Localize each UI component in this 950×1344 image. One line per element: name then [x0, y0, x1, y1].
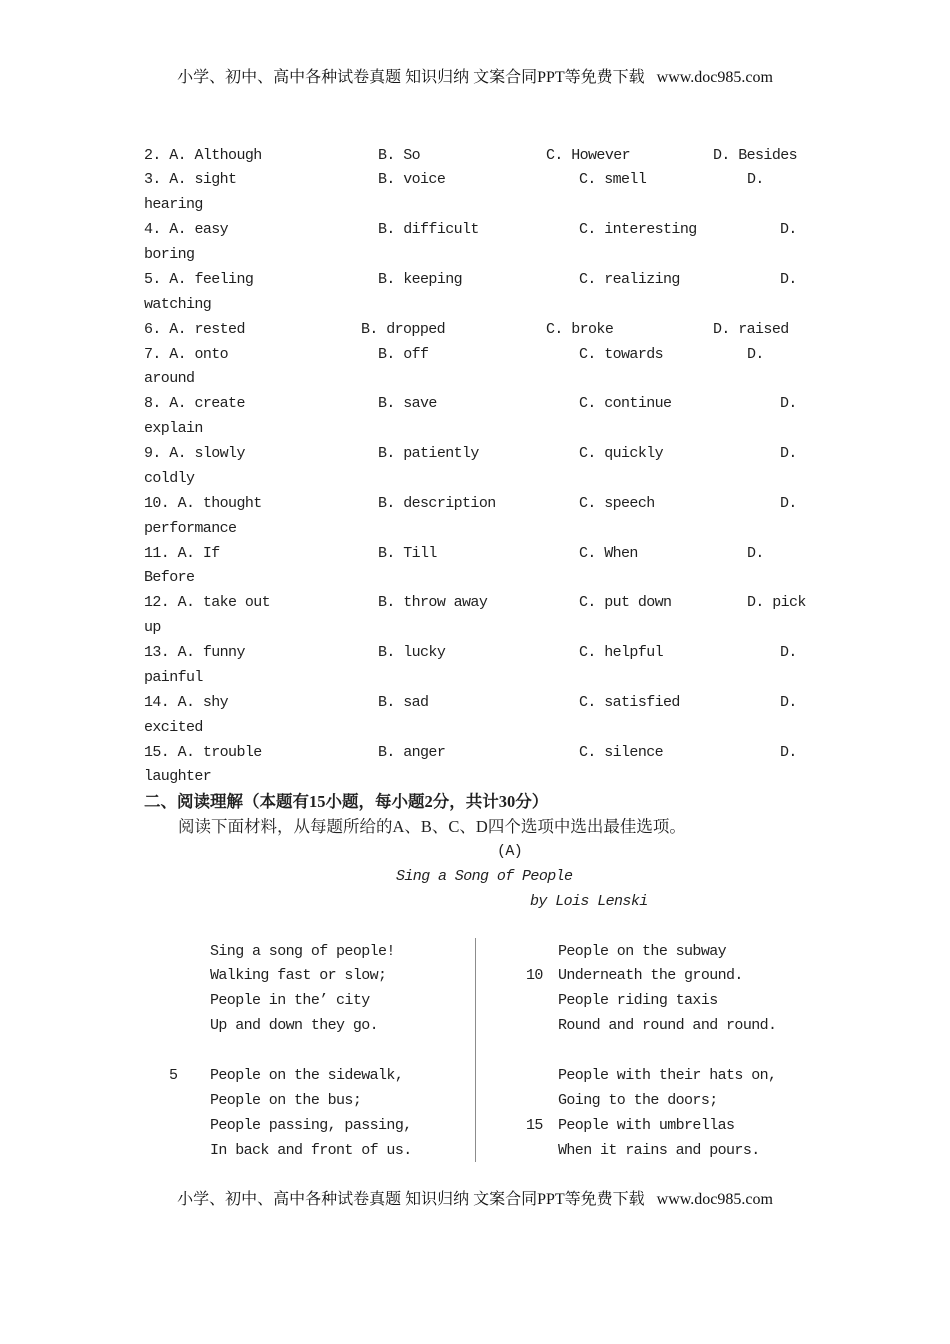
header-site: www.doc985.com: [656, 69, 773, 86]
page-content: [144, 144, 810, 1164]
question-number: 5.: [144, 270, 161, 288]
option-label: B.: [378, 594, 395, 612]
passage-label: (A): [497, 843, 523, 861]
option-label: C.: [579, 494, 596, 512]
poem-line: [558, 1014, 776, 1039]
option-text: sad: [403, 693, 429, 711]
option-label: B.: [378, 494, 395, 512]
option-text: Before: [144, 569, 195, 587]
poem-left-column: [169, 940, 412, 1164]
blank-line: [144, 915, 810, 940]
option-text: speech: [604, 494, 655, 512]
option-label: A.: [169, 345, 187, 363]
option-a-column: [144, 343, 378, 368]
poem-line-text: People with their hats on,: [558, 1066, 777, 1084]
option-label: B.: [378, 270, 395, 288]
option-c-column: [579, 392, 780, 417]
option-b-column: [378, 542, 579, 567]
poem-line-text: People in the’ city: [210, 992, 370, 1010]
option-text: However: [571, 146, 631, 164]
question-number: 2.: [144, 146, 161, 164]
question-14: [144, 691, 810, 741]
option-label: B.: [378, 221, 395, 239]
option-text: anger: [403, 743, 446, 761]
footer-site: www.doc985.com: [656, 1191, 773, 1208]
poem-stanza: [210, 940, 412, 1040]
option-text: Till: [403, 544, 437, 562]
option-b-column: [378, 392, 579, 417]
option-text: towards: [604, 345, 664, 363]
option-label: C.: [546, 320, 563, 338]
option-text: hearing: [144, 196, 203, 214]
poem-line: [210, 940, 412, 965]
poem-line-text: People on the subway: [558, 942, 727, 960]
option-c-column: [579, 442, 780, 467]
option-text: pick up: [144, 594, 806, 637]
line-number: 15: [526, 1116, 543, 1134]
page-footer: [0, 1188, 950, 1212]
header-text: 小学、初中、高中各种试卷真题 知识归纳 文案合同PPT等免费下载: [177, 69, 645, 86]
section-instruction: 阅读下面材料，从每题所给的A、B、C、D四个选项中选出最佳选项。: [178, 817, 686, 837]
option-text: funny: [202, 644, 245, 662]
poem-line: [210, 1089, 412, 1114]
option-a-column: [144, 218, 378, 243]
option-label: C.: [579, 644, 596, 662]
option-label: A.: [177, 494, 195, 512]
option-label: D.: [780, 494, 797, 512]
option-text: onto: [194, 345, 229, 363]
question-7: [144, 343, 810, 393]
option-c-column: [579, 691, 780, 716]
option-label: C.: [579, 395, 596, 413]
option-c-column: [579, 492, 780, 517]
poem-line-text: People on the sidewalk,: [210, 1066, 404, 1084]
option-label: C.: [579, 743, 596, 761]
option-b-column: [378, 641, 579, 666]
poem-line: [169, 1064, 412, 1089]
option-c-column: [579, 218, 780, 243]
question-10: [144, 492, 810, 542]
option-d: [713, 321, 789, 338]
option-label: A.: [177, 544, 195, 562]
option-label: C.: [546, 146, 563, 164]
option-label: A.: [177, 594, 195, 612]
option-text: quickly: [604, 445, 664, 463]
question-4: [144, 218, 810, 268]
poem-right-column: [526, 940, 777, 1164]
option-label: D.: [780, 221, 797, 239]
option-text: sight: [194, 171, 237, 189]
option-label: D.: [747, 594, 764, 612]
option-label: A.: [169, 221, 187, 239]
option-text: continue: [604, 395, 672, 413]
option-text: painful: [144, 668, 203, 686]
option-label: A.: [169, 171, 187, 189]
line-number: 5: [169, 1066, 178, 1084]
option-text: difficult: [403, 221, 479, 239]
option-label: D.: [780, 743, 797, 761]
option-b-column: [378, 741, 579, 766]
question-number: 9.: [144, 445, 161, 463]
option-text: dropped: [386, 320, 446, 338]
option-c-column: [579, 591, 747, 616]
poem-line-text: People passing, passing,: [210, 1116, 412, 1134]
question-number: 11.: [144, 544, 170, 562]
option-label: B.: [361, 320, 378, 338]
option-text: patiently: [403, 445, 479, 463]
option-a-column: [144, 741, 378, 766]
option-d: [713, 147, 797, 164]
option-b-column: [378, 343, 579, 368]
option-c-column: [579, 343, 747, 368]
option-a-column: [144, 591, 378, 616]
option-b-column: [378, 492, 579, 517]
option-text: helpful: [604, 644, 664, 662]
option-a-column: [144, 442, 378, 467]
question-number: 6.: [144, 320, 161, 338]
poem-line: [210, 964, 412, 989]
option-label: D.: [747, 544, 764, 562]
question-number: 12.: [144, 594, 170, 612]
question-5: [144, 268, 810, 318]
option-a-column: [144, 318, 361, 343]
option-label: D.: [780, 644, 797, 662]
option-label: D.: [780, 445, 797, 463]
option-text: performance: [144, 519, 237, 537]
option-text: laughter: [144, 768, 212, 786]
option-c-column: [546, 318, 713, 343]
option-label: B.: [378, 644, 395, 662]
poem-line-text: Up and down they go.: [210, 1017, 379, 1035]
option-a-column: [144, 144, 378, 169]
question-number: 15.: [144, 743, 170, 761]
poem-line: [210, 1114, 412, 1139]
option-label: D.: [780, 693, 797, 711]
option-label: D.: [747, 171, 764, 189]
option-label: A.: [177, 693, 195, 711]
option-text: create: [194, 395, 245, 413]
option-label: A.: [177, 743, 195, 761]
option-text: When: [604, 544, 638, 562]
option-label: B.: [378, 171, 395, 189]
option-text: rested: [194, 320, 245, 338]
option-a-column: [144, 492, 378, 517]
question-11: [144, 542, 810, 592]
option-label: D.: [747, 345, 764, 363]
option-a-column: [144, 641, 378, 666]
poem-line: [210, 1014, 412, 1039]
poem-line: [526, 1114, 776, 1139]
option-label: B.: [378, 743, 395, 761]
option-text: thought: [202, 494, 262, 512]
option-text: shy: [202, 693, 229, 711]
option-c-column: [546, 144, 713, 169]
option-label: B.: [378, 345, 395, 363]
poem-line-text: Going to the doors;: [558, 1091, 718, 1109]
poem-stanza: [169, 1064, 412, 1164]
option-c-column: [579, 542, 747, 567]
option-label: D.: [780, 395, 797, 413]
option-text: Although: [194, 146, 262, 164]
line-number: 10: [526, 967, 543, 985]
question-2: [144, 144, 810, 169]
option-label: C.: [579, 445, 596, 463]
option-b-column: [361, 318, 546, 343]
option-text: satisfied: [604, 693, 680, 711]
option-label: C.: [579, 345, 596, 363]
option-c-column: [579, 268, 780, 293]
option-text: If: [202, 544, 220, 562]
footer-text: 小学、初中、高中各种试卷真题 知识归纳 文案合同PPT等免费下载: [177, 1191, 645, 1208]
option-c-column: [579, 641, 780, 666]
option-a-column: [144, 268, 378, 293]
option-text: voice: [403, 171, 446, 189]
poem-line: [558, 1089, 776, 1114]
option-text: coldly: [144, 469, 195, 487]
option-b-column: [378, 691, 579, 716]
poem: [144, 940, 810, 1164]
option-label: A.: [177, 644, 195, 662]
option-a-column: [144, 542, 378, 567]
poem-stanza: [526, 940, 777, 1040]
option-label: C.: [579, 221, 596, 239]
option-text: throw away: [403, 594, 488, 612]
question-number: 14.: [144, 693, 170, 711]
option-label: B.: [378, 693, 395, 711]
option-text: boring: [144, 246, 195, 264]
option-b-column: [378, 268, 579, 293]
poem-line-text: Underneath the ground.: [558, 967, 743, 985]
option-label: C.: [579, 270, 596, 288]
option-text: description: [403, 494, 496, 512]
option-text: watching: [144, 295, 212, 313]
page-header: [0, 66, 950, 90]
question-6: [144, 318, 810, 343]
option-label: B.: [378, 445, 395, 463]
option-b-column: [378, 442, 579, 467]
option-label: A.: [169, 320, 187, 338]
option-text: raised: [738, 320, 789, 338]
option-label: A.: [169, 445, 187, 463]
option-text: slowly: [194, 445, 245, 463]
poem-line: [558, 940, 776, 965]
poem-byline: by Lois Lenski: [530, 892, 648, 910]
option-text: put down: [604, 594, 672, 612]
option-label: A.: [169, 270, 187, 288]
poem-line-text: People riding taxis: [558, 992, 718, 1010]
poem-stanza: [526, 1064, 777, 1164]
option-text: smell: [604, 171, 647, 189]
option-text: excited: [144, 718, 203, 736]
poem-title: Sing a Song of People: [396, 867, 573, 885]
option-label: A.: [169, 395, 187, 413]
question-15: [144, 741, 810, 791]
option-text: Besides: [738, 146, 798, 164]
option-label: B.: [378, 146, 395, 164]
question-8: [144, 392, 810, 442]
question-13: [144, 641, 810, 691]
option-text: realizing: [604, 270, 680, 288]
question-12: [144, 591, 810, 641]
option-text: explain: [144, 420, 203, 438]
option-text: around: [144, 370, 195, 388]
option-a-column: [144, 392, 378, 417]
question-9: [144, 442, 810, 492]
option-text: trouble: [202, 743, 262, 761]
option-b-column: [378, 144, 546, 169]
poem-line-text: Walking fast or slow;: [210, 967, 387, 985]
option-label: A.: [169, 146, 187, 164]
option-a-column: [144, 691, 378, 716]
option-c-column: [579, 168, 747, 193]
column-divider: [475, 938, 476, 1162]
question-number: 10.: [144, 494, 170, 512]
option-text: feeling: [194, 270, 254, 288]
option-a-column: [144, 168, 378, 193]
section-heading: 二、阅读理解（本题有15小题，每小题2分，共计30分）: [144, 792, 549, 812]
option-b-column: [378, 218, 579, 243]
poem-line-text: Sing a song of people!: [210, 942, 395, 960]
poem-line: [210, 989, 412, 1014]
option-text: silence: [604, 743, 664, 761]
question-number: 8.: [144, 395, 161, 413]
question-number: 13.: [144, 644, 170, 662]
option-label: C.: [579, 544, 596, 562]
option-text: interesting: [604, 221, 697, 239]
option-text: broke: [571, 320, 614, 338]
poem-line: [558, 1064, 776, 1089]
option-label: C.: [579, 594, 596, 612]
option-text: take out: [202, 594, 271, 612]
poem-line: [210, 1139, 412, 1164]
poem-line-text: People on the bus;: [210, 1091, 362, 1109]
poem-line: [558, 989, 776, 1014]
poem-line: [558, 1139, 776, 1164]
question-number: 7.: [144, 345, 161, 363]
option-label: D.: [713, 320, 730, 338]
question-number: 4.: [144, 221, 161, 239]
option-b-column: [378, 591, 579, 616]
option-label: D.: [713, 146, 730, 164]
option-label: B.: [378, 544, 395, 562]
option-text: off: [403, 345, 429, 363]
option-label: C.: [579, 693, 596, 711]
option-text: easy: [194, 221, 229, 239]
option-text: keeping: [403, 270, 463, 288]
option-text: save: [403, 395, 437, 413]
option-text: So: [403, 146, 421, 164]
option-label: D.: [780, 270, 797, 288]
poem-line-text: In back and front of us.: [210, 1141, 412, 1159]
poem-line-text: Round and round and round.: [558, 1017, 777, 1035]
option-c-column: [579, 741, 780, 766]
option-label: C.: [579, 171, 596, 189]
question-3: [144, 168, 810, 218]
poem-line: [526, 964, 776, 989]
poem-line-text: People with umbrellas: [558, 1116, 735, 1134]
option-b-column: [378, 168, 579, 193]
option-label: B.: [378, 395, 395, 413]
question-number: 3.: [144, 171, 161, 189]
poem-line-text: When it rains and pours.: [558, 1141, 760, 1159]
option-text: lucky: [403, 644, 446, 662]
